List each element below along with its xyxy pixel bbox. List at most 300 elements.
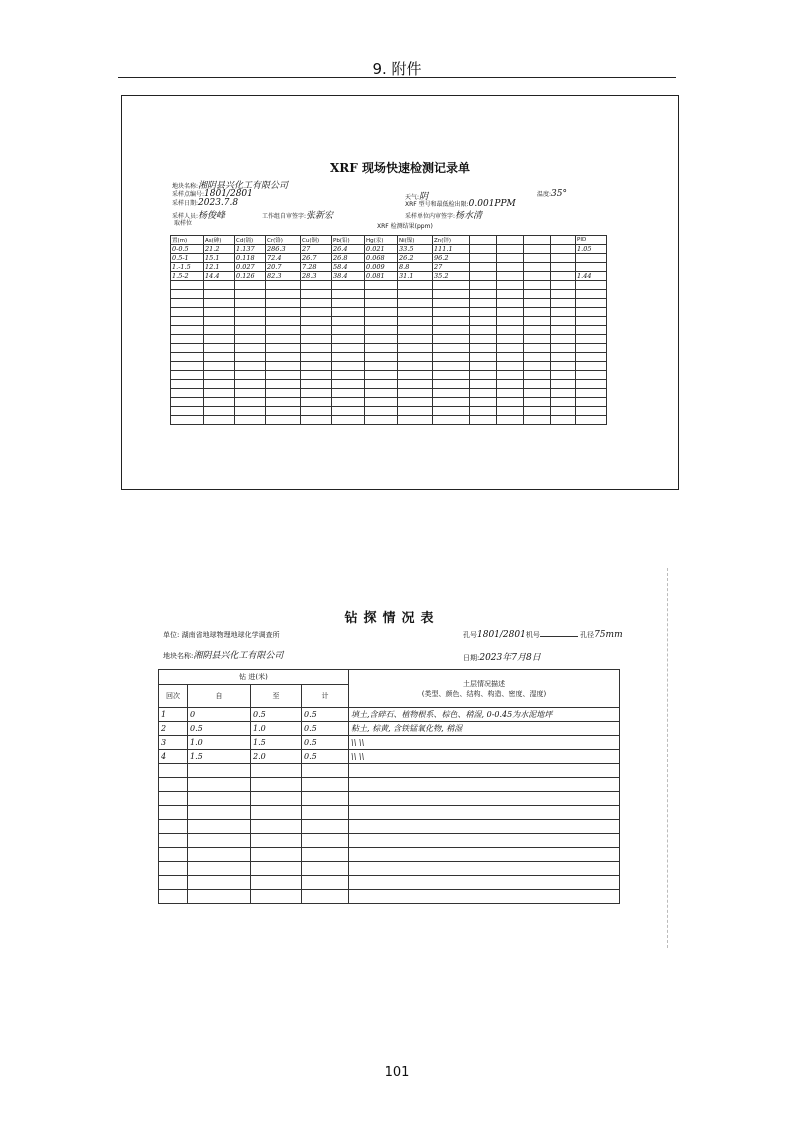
xrf-column-header: Cd(镉) — [235, 236, 266, 245]
table-cell — [470, 299, 497, 308]
progress-header: 钻 进(米) — [159, 670, 349, 685]
table-row — [171, 398, 607, 407]
xrf-column-header: As(砷) — [204, 236, 235, 245]
table-row — [171, 380, 607, 389]
table-cell — [551, 380, 576, 389]
table-cell — [497, 326, 524, 335]
table-row — [159, 834, 620, 848]
drill-site-value: 湘阴县兴化工有限公司 — [193, 651, 284, 661]
date-value: 2023.7.8 — [198, 198, 239, 208]
table-cell: 26.8 — [332, 254, 365, 263]
table-cell: 286.3 — [266, 245, 301, 254]
table-cell — [365, 344, 398, 353]
model-value: 0.001PPM — [468, 199, 516, 209]
table-cell — [497, 389, 524, 398]
hole-label: 孔号 — [463, 631, 477, 639]
table-cell — [159, 764, 188, 778]
unit-review-value: 杨水清 — [455, 211, 483, 221]
table-cell: 96.2 — [433, 254, 470, 263]
table-cell — [301, 317, 332, 326]
table-cell — [235, 344, 266, 353]
table-row — [171, 326, 607, 335]
review-value: 张新宏 — [306, 211, 334, 221]
table-cell — [171, 407, 204, 416]
table-cell — [349, 848, 620, 862]
table-cell — [302, 862, 349, 876]
table-cell — [301, 416, 332, 425]
table-cell — [332, 380, 365, 389]
site-label: 地块名称: — [172, 183, 199, 190]
date-field — [172, 198, 238, 208]
table-cell — [470, 245, 497, 254]
table-cell — [266, 371, 301, 380]
table-cell — [204, 317, 235, 326]
drill-record-scan — [157, 605, 627, 905]
table-cell — [204, 389, 235, 398]
table-cell — [302, 778, 349, 792]
table-cell — [159, 848, 188, 862]
table-cell — [235, 308, 266, 317]
table-cell — [349, 834, 620, 848]
table-cell: 0.081 — [365, 272, 398, 281]
table-cell: 0.5-1 — [171, 254, 204, 263]
table-cell — [551, 308, 576, 317]
table-cell — [470, 371, 497, 380]
table-cell: 20.7 — [266, 263, 301, 272]
table-cell — [266, 326, 301, 335]
xrf-column-header — [470, 236, 497, 245]
table-cell: 27 — [433, 263, 470, 272]
table-cell — [301, 299, 332, 308]
table-cell — [470, 326, 497, 335]
table-cell — [497, 290, 524, 299]
table-cell — [349, 820, 620, 834]
table-cell: 2 — [159, 722, 188, 736]
table-cell — [301, 326, 332, 335]
table-cell — [301, 389, 332, 398]
table-cell — [204, 326, 235, 335]
table-cell — [398, 407, 433, 416]
table-cell: 58.4 — [332, 263, 365, 272]
table-row — [159, 708, 620, 722]
table-cell — [301, 335, 332, 344]
table-cell: 1.5-2 — [171, 272, 204, 281]
table-row — [159, 778, 620, 792]
table-cell — [470, 290, 497, 299]
table-cell — [302, 764, 349, 778]
drill-date-value: 2023年7月8日 — [479, 653, 541, 663]
table-cell — [302, 848, 349, 862]
xrf-column-header: Cu(铜) — [301, 236, 332, 245]
table-cell — [159, 890, 188, 904]
table-cell — [551, 245, 576, 254]
table-cell — [433, 407, 470, 416]
table-cell — [576, 290, 607, 299]
table-cell — [398, 398, 433, 407]
table-cell — [332, 326, 365, 335]
table-cell — [433, 353, 470, 362]
table-cell — [551, 389, 576, 398]
table-cell — [497, 245, 524, 254]
table-cell — [235, 335, 266, 344]
table-cell — [204, 353, 235, 362]
table-row — [171, 407, 607, 416]
table-cell — [551, 362, 576, 371]
desc-label: 土层情况描述 — [463, 679, 505, 688]
table-cell — [204, 362, 235, 371]
table-cell — [497, 371, 524, 380]
table-cell — [349, 778, 620, 792]
xrf-column-header: Hg(汞) — [365, 236, 398, 245]
table-cell: 1.44 — [576, 272, 607, 281]
table-cell: 21.2 — [204, 245, 235, 254]
site-value: 湘阴县兴化工有限公司 — [198, 181, 289, 191]
table-cell — [497, 407, 524, 416]
table-cell: 111.1 — [433, 245, 470, 254]
table-cell — [497, 398, 524, 407]
table-cell — [576, 326, 607, 335]
table-cell — [251, 806, 302, 820]
table-cell — [159, 778, 188, 792]
table-cell — [433, 299, 470, 308]
table-cell: 0.021 — [365, 245, 398, 254]
xrf-column-header: Zn(锌) — [433, 236, 470, 245]
table-cell: 0-0.5 — [171, 245, 204, 254]
table-row — [159, 750, 620, 764]
section-header: 9. 附件 — [372, 60, 422, 78]
table-cell — [398, 380, 433, 389]
table-cell — [433, 389, 470, 398]
temp-label: 温度: — [537, 191, 552, 198]
table-cell: 0.068 — [365, 254, 398, 263]
table-cell — [551, 371, 576, 380]
table-cell — [398, 290, 433, 299]
table-cell: 1.0 — [188, 736, 251, 750]
table-cell — [433, 290, 470, 299]
table-cell — [433, 326, 470, 335]
table-cell — [171, 308, 204, 317]
table-row — [171, 254, 607, 263]
table-cell: 0.5 — [302, 708, 349, 722]
xrf-column-header: Ni(镍) — [398, 236, 433, 245]
table-cell — [433, 335, 470, 344]
temp-value: 35° — [551, 189, 567, 199]
table-cell: 0.009 — [365, 263, 398, 272]
table-cell — [204, 371, 235, 380]
table-cell — [551, 263, 576, 272]
table-cell — [204, 290, 235, 299]
hole-value: 1801/2801 — [477, 630, 526, 640]
table-row — [171, 245, 607, 254]
table-cell — [470, 407, 497, 416]
table-cell — [188, 848, 251, 862]
table-row — [171, 299, 607, 308]
table-cell — [171, 353, 204, 362]
page-number: 101 — [384, 1065, 410, 1080]
table-cell — [365, 299, 398, 308]
table-cell — [349, 764, 620, 778]
table-cell — [365, 407, 398, 416]
table-cell — [332, 344, 365, 353]
table-cell — [365, 371, 398, 380]
table-cell — [188, 890, 251, 904]
table-cell — [365, 353, 398, 362]
table-cell: 72.4 — [266, 254, 301, 263]
table-cell — [576, 263, 607, 272]
table-cell — [551, 272, 576, 281]
weather-value: 阴 — [419, 192, 429, 202]
table-cell — [171, 344, 204, 353]
table-cell — [266, 317, 301, 326]
table-cell — [524, 353, 551, 362]
xrf-result-table — [170, 235, 607, 425]
table-cell — [171, 290, 204, 299]
table-cell — [433, 380, 470, 389]
table-cell — [171, 326, 204, 335]
table-row — [171, 362, 607, 371]
table-cell — [551, 353, 576, 362]
table-cell — [235, 299, 266, 308]
table-cell — [251, 764, 302, 778]
table-cell: 0.5 — [188, 722, 251, 736]
table-cell — [188, 764, 251, 778]
table-cell — [251, 820, 302, 834]
table-cell — [235, 362, 266, 371]
table-cell — [349, 876, 620, 890]
table-cell — [302, 834, 349, 848]
table-cell: 2.0 — [251, 750, 302, 764]
table-cell: 1.-1.5 — [171, 263, 204, 272]
table-cell — [524, 371, 551, 380]
table-cell: 1.137 — [235, 245, 266, 254]
table-cell — [551, 326, 576, 335]
table-cell — [470, 254, 497, 263]
dia-value: 75mm — [594, 630, 623, 640]
table-cell — [470, 380, 497, 389]
table-cell — [365, 335, 398, 344]
table-cell — [524, 389, 551, 398]
scan-edge-line — [667, 568, 668, 948]
table-cell: 0.027 — [235, 263, 266, 272]
table-cell — [301, 407, 332, 416]
table-cell: 26.4 — [332, 245, 365, 254]
table-cell — [204, 281, 235, 290]
table-cell — [332, 353, 365, 362]
table-cell — [332, 362, 365, 371]
table-cell — [551, 254, 576, 263]
xrf-column-header: Cr(铬) — [266, 236, 301, 245]
table-cell — [266, 299, 301, 308]
table-cell — [365, 281, 398, 290]
table-cell — [470, 344, 497, 353]
table-cell — [433, 416, 470, 425]
table-cell — [251, 778, 302, 792]
table-cell — [251, 834, 302, 848]
table-cell — [398, 281, 433, 290]
col-total: 计 — [302, 685, 349, 708]
table-row — [159, 792, 620, 806]
point-value: 1801/2801 — [204, 189, 253, 199]
table-cell — [551, 317, 576, 326]
table-cell — [433, 308, 470, 317]
table-cell — [332, 398, 365, 407]
table-cell: 35.2 — [433, 272, 470, 281]
table-cell — [159, 862, 188, 876]
table-cell — [332, 335, 365, 344]
xrf-column-header: PID — [576, 236, 607, 245]
xrf-column-header: Pb(铅) — [332, 236, 365, 245]
table-cell — [576, 389, 607, 398]
drill-date-label: 日期: — [463, 654, 480, 662]
table-row — [171, 344, 607, 353]
table-cell — [470, 362, 497, 371]
table-row — [159, 820, 620, 834]
table-cell — [576, 344, 607, 353]
xrf-header-row — [171, 236, 607, 245]
table-row — [159, 848, 620, 862]
table-cell — [524, 299, 551, 308]
table-cell — [576, 299, 607, 308]
table-cell — [398, 344, 433, 353]
table-cell — [365, 290, 398, 299]
table-cell — [433, 398, 470, 407]
table-cell — [235, 416, 266, 425]
table-cell — [332, 389, 365, 398]
table-cell — [204, 308, 235, 317]
table-cell — [251, 876, 302, 890]
table-cell — [576, 371, 607, 380]
unit-review-label: 采样单位内审签字: — [405, 213, 456, 220]
table-cell: 12.1 — [204, 263, 235, 272]
table-cell: 0 — [188, 708, 251, 722]
dia-label: 孔径 — [580, 631, 595, 639]
table-cell — [551, 299, 576, 308]
col-round: 回次 — [159, 685, 188, 708]
table-cell — [551, 335, 576, 344]
table-row — [171, 308, 607, 317]
table-cell — [470, 263, 497, 272]
table-cell — [365, 326, 398, 335]
table-cell — [497, 416, 524, 425]
table-cell: 粘土, 棕黄, 含铁锰氧化物, 稍湿 — [349, 722, 620, 736]
table-cell — [171, 281, 204, 290]
table-cell — [524, 272, 551, 281]
table-cell: 31.1 — [398, 272, 433, 281]
table-cell: 1.5 — [188, 750, 251, 764]
table-cell — [497, 254, 524, 263]
sampler-label: 采样人员: — [172, 213, 199, 220]
header-rule — [118, 77, 676, 78]
table-cell — [551, 407, 576, 416]
table-cell — [301, 398, 332, 407]
table-cell — [524, 290, 551, 299]
table-cell — [266, 335, 301, 344]
table-cell — [365, 398, 398, 407]
table-cell — [251, 848, 302, 862]
table-cell — [302, 792, 349, 806]
table-cell — [551, 398, 576, 407]
table-cell — [266, 398, 301, 407]
table-row — [171, 335, 607, 344]
table-cell — [497, 335, 524, 344]
table-cell — [188, 876, 251, 890]
table-row — [159, 876, 620, 890]
table-cell — [576, 281, 607, 290]
table-cell — [524, 344, 551, 353]
date-label: 采样日期: — [172, 200, 199, 207]
table-cell — [524, 416, 551, 425]
table-cell — [302, 806, 349, 820]
table-cell — [204, 416, 235, 425]
table-cell — [159, 792, 188, 806]
table-cell: 1.0 — [251, 722, 302, 736]
table-cell — [171, 317, 204, 326]
table-cell: \\ \\ — [349, 736, 620, 750]
table-cell — [266, 389, 301, 398]
table-cell: 26.7 — [301, 254, 332, 263]
table-cell — [171, 389, 204, 398]
table-cell — [251, 862, 302, 876]
table-row — [159, 764, 620, 778]
table-cell — [576, 398, 607, 407]
pos-label: 取样位 — [174, 220, 193, 227]
table-cell — [524, 254, 551, 263]
table-cell — [332, 371, 365, 380]
table-cell — [497, 362, 524, 371]
table-row — [171, 317, 607, 326]
table-row — [159, 862, 620, 876]
table-cell — [551, 290, 576, 299]
table-cell — [497, 380, 524, 389]
table-cell: 28.3 — [301, 272, 332, 281]
table-cell — [497, 353, 524, 362]
drill-site-field — [163, 648, 283, 661]
table-cell — [551, 416, 576, 425]
table-cell — [171, 335, 204, 344]
table-cell — [204, 299, 235, 308]
table-cell — [235, 371, 266, 380]
table-cell — [171, 371, 204, 380]
table-cell — [433, 362, 470, 371]
table-cell — [159, 806, 188, 820]
table-cell — [576, 380, 607, 389]
table-cell — [576, 407, 607, 416]
table-row — [159, 890, 620, 904]
hole-field — [463, 630, 623, 640]
table-cell — [349, 792, 620, 806]
table-cell — [576, 254, 607, 263]
table-cell — [171, 398, 204, 407]
table-row — [171, 290, 607, 299]
unit-label: 单位: 湖南省地球物理地球化学调查所 — [163, 631, 280, 639]
table-cell: 填土,含碎石、植物根系、棕色、稍湿, 0-0.45为水泥地坪 — [349, 708, 620, 722]
table-cell — [235, 389, 266, 398]
model-label: XRF 型号和最低检出限: — [405, 201, 469, 208]
table-cell — [204, 335, 235, 344]
table-row — [171, 353, 607, 362]
table-cell — [266, 407, 301, 416]
table-cell: 0.5 — [251, 708, 302, 722]
table-cell — [188, 834, 251, 848]
table-cell — [301, 353, 332, 362]
table-cell — [171, 299, 204, 308]
table-cell — [398, 299, 433, 308]
result-label: XRF 检测结果(ppm) — [377, 223, 433, 230]
table-cell — [235, 398, 266, 407]
table-cell — [365, 308, 398, 317]
table-cell — [332, 308, 365, 317]
table-cell — [398, 353, 433, 362]
